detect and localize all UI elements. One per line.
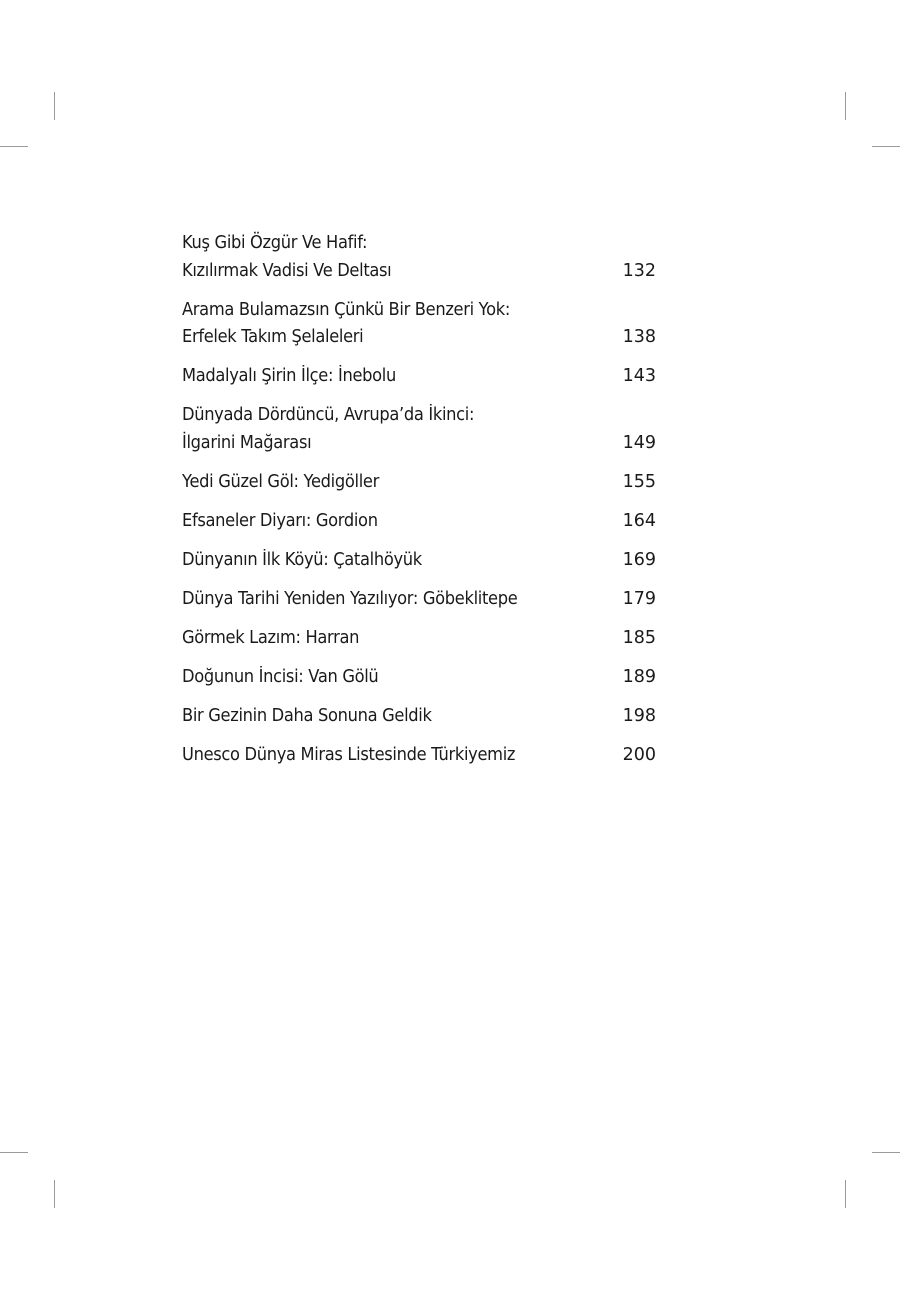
toc-entry-page-number: 138 xyxy=(622,327,656,347)
toc-entry[interactable] xyxy=(182,547,656,575)
toc-entry[interactable] xyxy=(182,297,656,352)
toc-entry-title-line: Bir Gezinin Daha Sonuna Geldik xyxy=(182,705,432,726)
toc-entry-page-number: 164 xyxy=(622,510,656,531)
toc-entry-page-number: 169 xyxy=(622,549,656,570)
toc-entry-title-line: Arama Bulamazsın Çünkü Bir Benzeri Yok: xyxy=(182,299,510,320)
crop-mark-top-right-vertical xyxy=(845,92,846,120)
toc-entry-title-line: Doğunun İncisi: Van Gölü xyxy=(182,666,379,687)
toc-entry[interactable] xyxy=(182,402,656,457)
toc-entry[interactable] xyxy=(182,469,656,497)
toc-entry-title xyxy=(182,625,359,653)
crop-mark-top-right-horizontal xyxy=(872,146,900,147)
toc-entry-page-number: 179 xyxy=(622,588,656,609)
toc-entry-title-line: Madalyalı Şirin İlçe: İnebolu xyxy=(182,366,396,386)
toc-entry-title-line: Efsaneler Diyarı: Gordion xyxy=(182,510,378,531)
toc-entry-title xyxy=(182,742,515,770)
toc-entry-title-line: Dünya Tarihi Yeniden Yazılıyor: Göbeklitepe xyxy=(182,588,518,609)
toc-entry-page-number: 149 xyxy=(622,432,656,453)
toc-entry-page-number: 198 xyxy=(622,705,656,726)
toc-entry-title xyxy=(182,230,391,285)
toc-entry[interactable] xyxy=(182,742,656,770)
toc-entry-page-number: 185 xyxy=(622,627,656,648)
toc-entry-page-number: 155 xyxy=(622,471,656,492)
toc-entry-title xyxy=(182,297,510,352)
toc-entry[interactable] xyxy=(182,703,656,731)
toc-entry-page-number: 200 xyxy=(622,744,656,765)
toc-entry-title xyxy=(182,469,379,497)
crop-mark-bottom-right-horizontal xyxy=(872,1152,900,1153)
toc-entry-title-line: Yedi Güzel Göl: Yedigöller xyxy=(182,471,379,492)
toc-entry-title-line: Kızılırmak Vadisi Ve Deltası xyxy=(182,260,392,281)
toc-entry[interactable] xyxy=(182,230,656,285)
crop-mark-bottom-left-horizontal xyxy=(0,1152,28,1153)
toc-entry-title xyxy=(182,547,422,575)
crop-mark-bottom-left-vertical xyxy=(54,1180,55,1208)
toc-entry-title-line: İlgarini Mağarası xyxy=(182,432,312,453)
toc-entry[interactable] xyxy=(182,363,656,391)
toc-entry-page-number: 189 xyxy=(622,666,656,687)
toc-entry-title-line: Unesco Dünya Miras Listesinde Türkiyemiz xyxy=(182,744,516,765)
toc-entry-title xyxy=(182,363,396,391)
toc-entry[interactable] xyxy=(182,664,656,692)
toc-entry[interactable] xyxy=(182,508,656,536)
toc-entry-title-line: Dünyanın İlk Köyü: Çatalhöyük xyxy=(182,549,422,570)
crop-mark-bottom-right-vertical xyxy=(845,1180,846,1208)
toc-entry-title xyxy=(182,586,517,614)
table-of-contents xyxy=(182,230,656,781)
toc-entry-title xyxy=(182,664,378,692)
toc-entry[interactable] xyxy=(182,586,656,614)
toc-entry-title xyxy=(182,508,378,536)
toc-entry-title xyxy=(182,402,474,457)
toc-entry-page-number: 143 xyxy=(622,366,656,386)
toc-entry[interactable] xyxy=(182,625,656,653)
crop-mark-top-left-horizontal xyxy=(0,146,28,147)
toc-entry-title-line: Görmek Lazım: Harran xyxy=(182,627,360,648)
toc-entry-page-number: 132 xyxy=(622,260,656,281)
toc-entry-title-line: Erfelek Takım Şelaleleri xyxy=(182,327,364,347)
toc-entry-title xyxy=(182,703,432,731)
crop-mark-top-left-vertical xyxy=(54,92,55,120)
toc-entry-title-line: Kuş Gibi Özgür Ve Hafif: xyxy=(182,233,368,253)
toc-entry-title-line: Dünyada Dördüncü, Avrupa’da İkinci: xyxy=(182,405,475,425)
